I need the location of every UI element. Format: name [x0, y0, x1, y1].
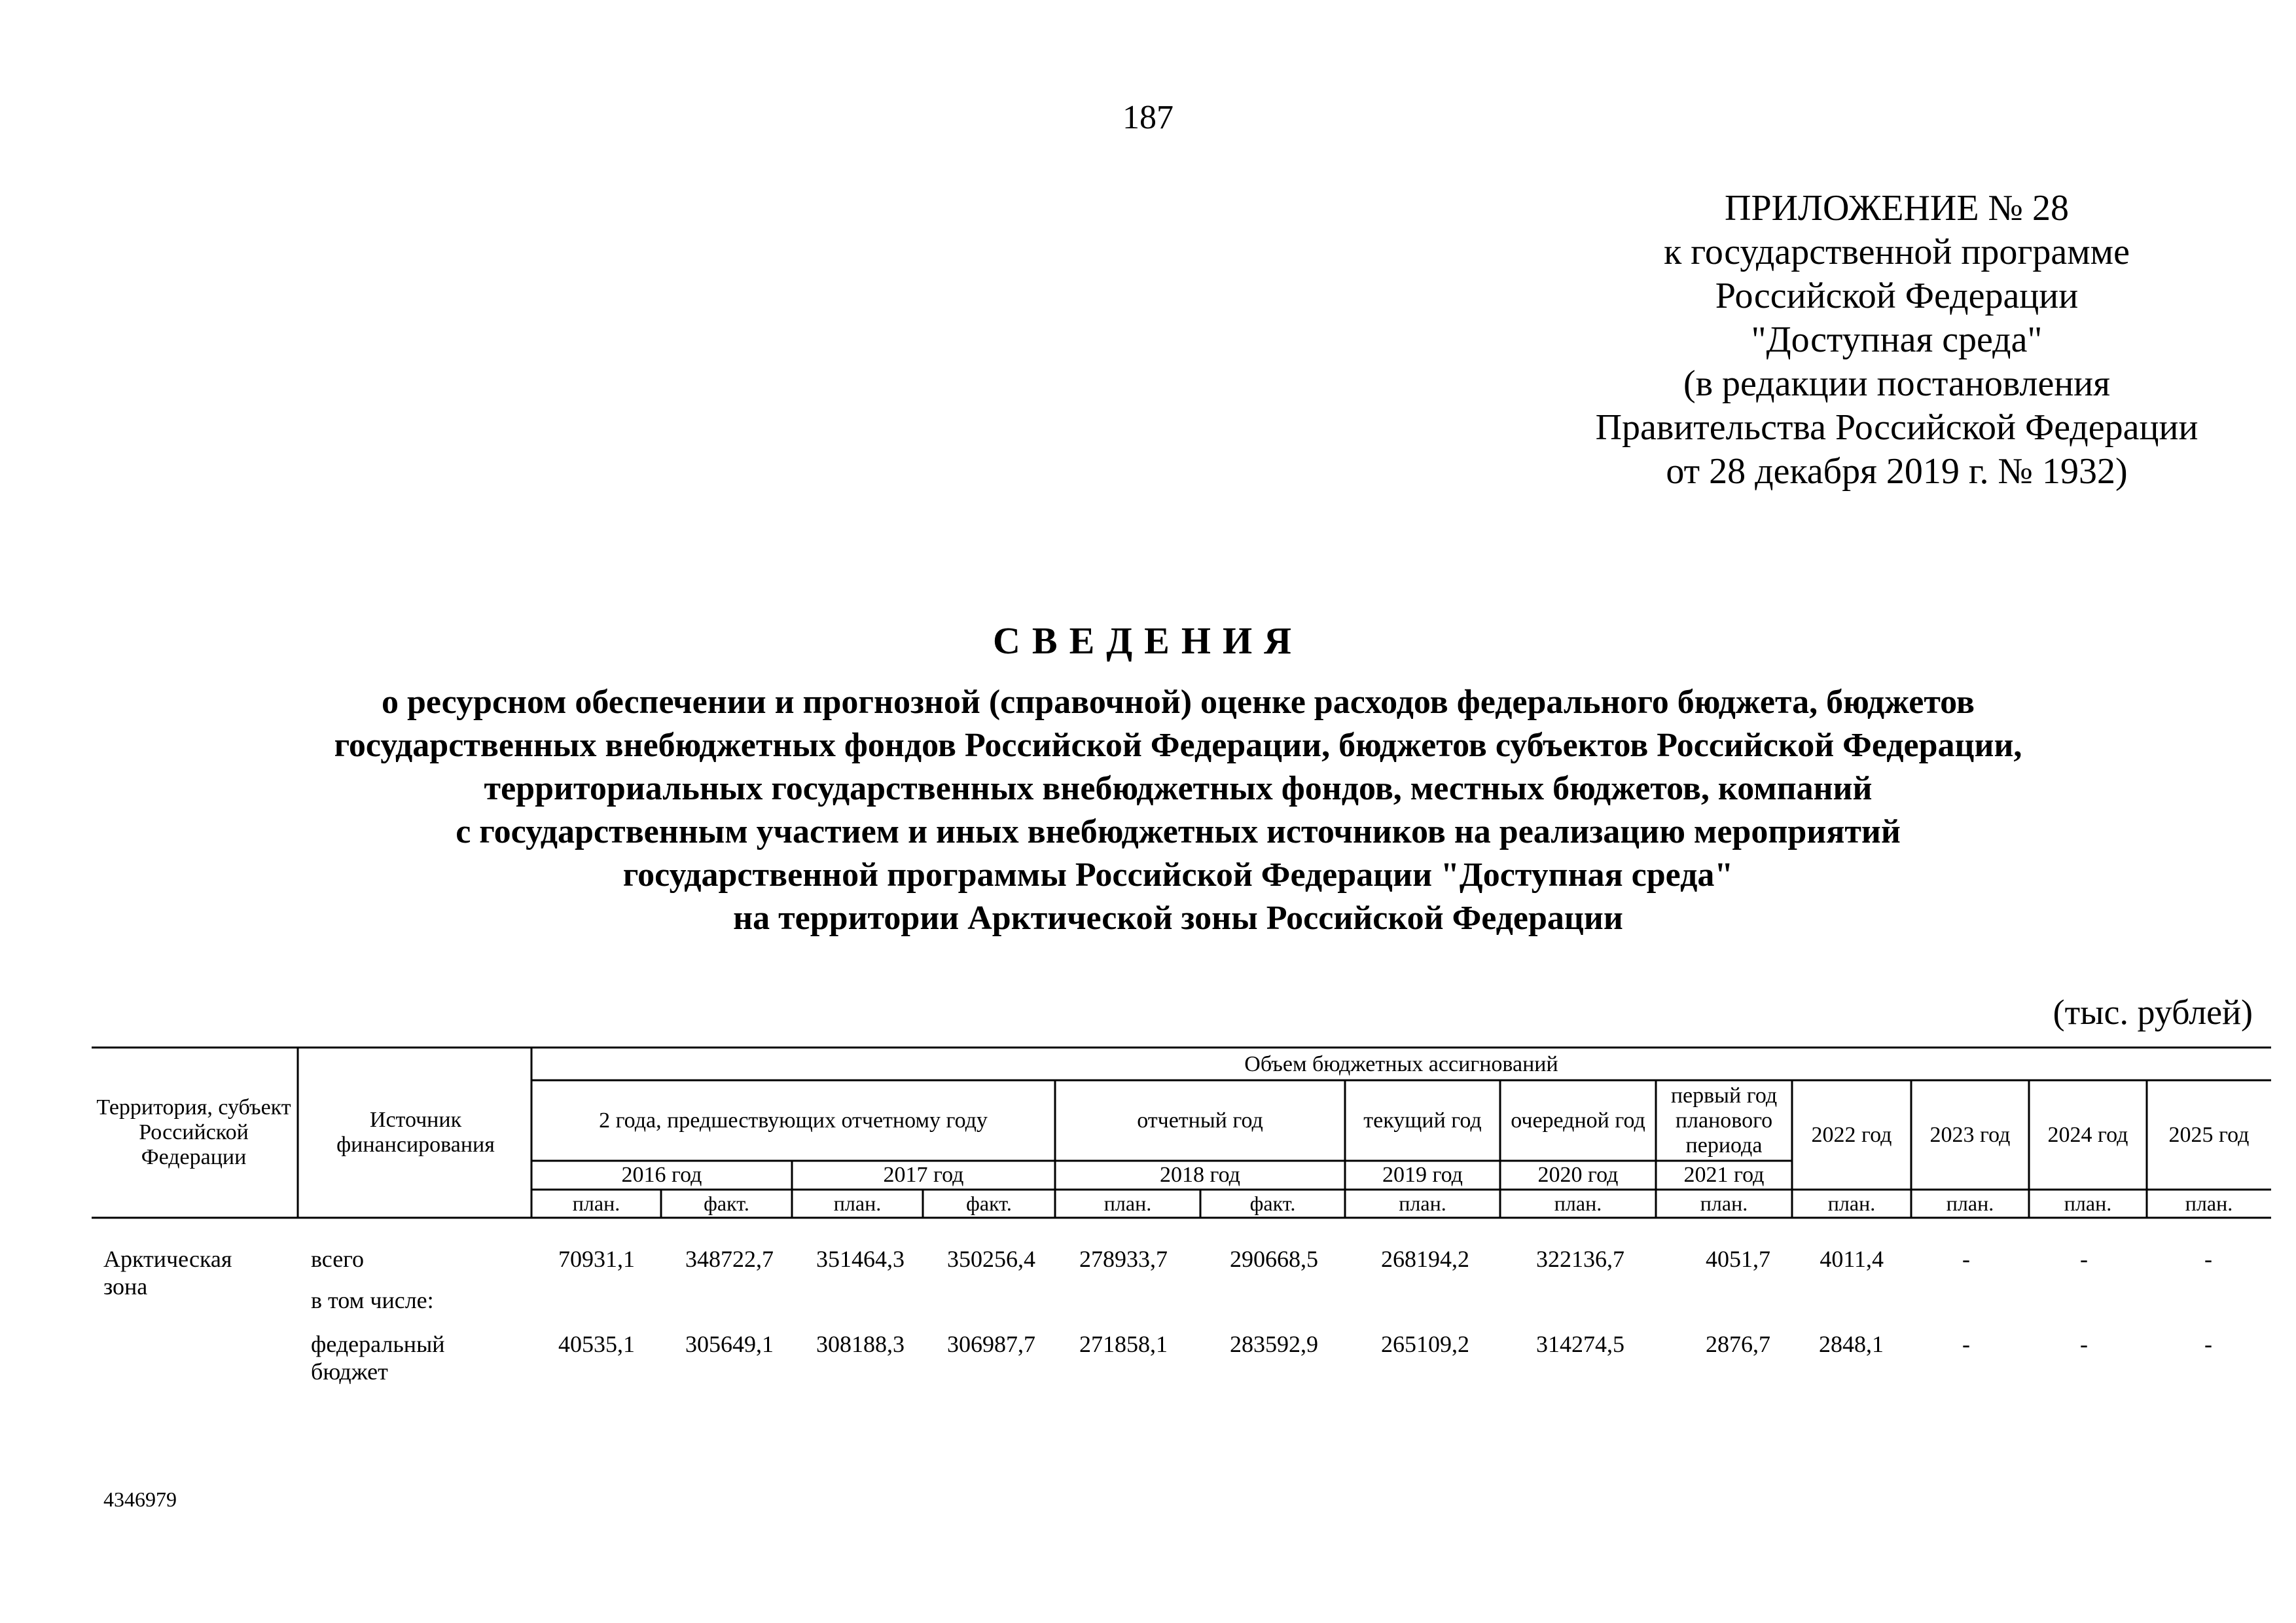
header-plan: план. — [1946, 1192, 1994, 1215]
header-y2021: 2021 год — [1683, 1163, 1765, 1187]
subtitle-line: о ресурсном обеспечении и прогнозной (справочной) оценке расходов федерального бюджета, бюджетов — [382, 684, 1975, 721]
header-plan: план. — [1827, 1192, 1876, 1215]
row-value: 306987,7 — [947, 1331, 1035, 1357]
units-label: (тыс. рублей) — [2053, 993, 2253, 1032]
header-fact: факт. — [704, 1192, 749, 1215]
row-value: - — [2080, 1246, 2088, 1272]
row-value: 271858,1 — [1079, 1331, 1168, 1357]
header-2024: 2024 год — [2047, 1122, 2128, 1147]
row-value: 351464,3 — [816, 1246, 905, 1272]
row-value: 322136,7 — [1536, 1246, 1624, 1272]
header-plan: план. — [2185, 1192, 2233, 1215]
header-fact: факт. — [966, 1192, 1012, 1215]
row-value: - — [2080, 1331, 2088, 1357]
row-value: 4011,4 — [1820, 1246, 1884, 1272]
row-value: - — [1962, 1246, 1970, 1272]
header-budget-allocations: Объем бюджетных ассигнований — [1244, 1052, 1558, 1076]
row-value: 4051,7 — [1706, 1246, 1770, 1272]
header-plan: план. — [2064, 1192, 2112, 1215]
row-source: в том числе: — [311, 1287, 434, 1313]
appendix-line: к государственной программе — [1664, 232, 2130, 272]
header-2023: 2023 год — [1929, 1122, 2011, 1147]
header-plan: план. — [1554, 1192, 1602, 1215]
header-2025: 2025 год — [2168, 1122, 2250, 1147]
row-value: - — [2204, 1246, 2212, 1272]
appendix-line: Правительства Российской Федерации — [1595, 407, 2198, 448]
row-value: - — [1962, 1331, 1970, 1357]
header-two-years: 2 года, предшествующих отчетному году — [599, 1108, 988, 1133]
row-source: федеральный бюджет — [311, 1331, 445, 1385]
row-value: 305649,1 — [685, 1331, 774, 1357]
document-heading: СВЕДЕНИЯ — [993, 619, 1303, 662]
row-territory: Арктическая зона — [103, 1246, 232, 1300]
row-value: 308188,3 — [816, 1331, 905, 1357]
subtitle-line: государственной программы Российской Федерации "Доступная среда" — [622, 856, 1734, 894]
header-current-year: текущий год — [1363, 1108, 1482, 1133]
header-first-plan-year: первый год планового периода — [1670, 1083, 1778, 1158]
appendix-line: от 28 декабря 2019 г. № 1932) — [1666, 451, 2128, 492]
header-y2016: 2016 год — [621, 1163, 702, 1187]
appendix-line: "Доступная среда" — [1751, 319, 2043, 360]
row-value: 268194,2 — [1381, 1246, 1469, 1272]
row-value: 350256,4 — [947, 1246, 1035, 1272]
page-number: 187 — [1122, 99, 1174, 136]
row-value: 348722,7 — [685, 1246, 774, 1272]
header-y2020: 2020 год — [1537, 1163, 1619, 1187]
row-value: 283592,9 — [1230, 1331, 1318, 1357]
row-value: 70931,1 — [558, 1246, 635, 1272]
row-value: 40535,1 — [558, 1331, 635, 1357]
appendix-line: ПРИЛОЖЕНИЕ № 28 — [1725, 188, 2069, 228]
row-source: всего — [311, 1246, 365, 1272]
header-report-year: отчетный год — [1137, 1108, 1263, 1133]
row-value: 278933,7 — [1079, 1246, 1168, 1272]
header-plan: план. — [833, 1192, 882, 1215]
header-y2019: 2019 год — [1382, 1163, 1463, 1187]
row-value: 314274,5 — [1536, 1331, 1624, 1357]
appendix-block — [1537, 187, 2257, 494]
appendix-line: Российской Федерации — [1715, 276, 2079, 316]
subtitle-line: на территории Арктической зоны Российской Федерации — [733, 900, 1623, 937]
row-value: 2876,7 — [1706, 1331, 1770, 1357]
header-plan: план. — [1399, 1192, 1446, 1215]
header-plan: план. — [1700, 1192, 1748, 1215]
header-next-year: очередной год — [1511, 1108, 1645, 1133]
header-source: Источник финансирования — [336, 1108, 495, 1157]
document-subtitle — [164, 681, 2193, 940]
subtitle-line: территориальных государственных внебюджетных фондов, местных бюджетов, компаний — [484, 770, 1873, 807]
subtitle-line: с государственным участием и иных внебюджетных источников на реализацию мероприятий — [456, 813, 1901, 850]
footer-code: 4346979 — [103, 1487, 177, 1511]
row-value: 290668,5 — [1230, 1246, 1318, 1272]
header-territory: Территория, субъект Российской Федерации — [96, 1095, 291, 1169]
subtitle-line: государственных внебюджетных фондов Российской Федерации, бюджетов субъектов Российской Федерации, — [334, 727, 2022, 764]
header-plan: план. — [572, 1192, 620, 1215]
header-y2017: 2017 год — [883, 1163, 964, 1187]
row-value: - — [2204, 1331, 2212, 1357]
header-plan: план. — [1103, 1192, 1152, 1215]
header-2022: 2022 год — [1811, 1122, 1892, 1147]
appendix-line: (в редакции постановления — [1683, 363, 2111, 404]
header-y2018: 2018 год — [1160, 1163, 1240, 1187]
row-value: 2848,1 — [1819, 1331, 1884, 1357]
header-fact: факт. — [1249, 1192, 1296, 1215]
row-value: 265109,2 — [1381, 1331, 1469, 1357]
